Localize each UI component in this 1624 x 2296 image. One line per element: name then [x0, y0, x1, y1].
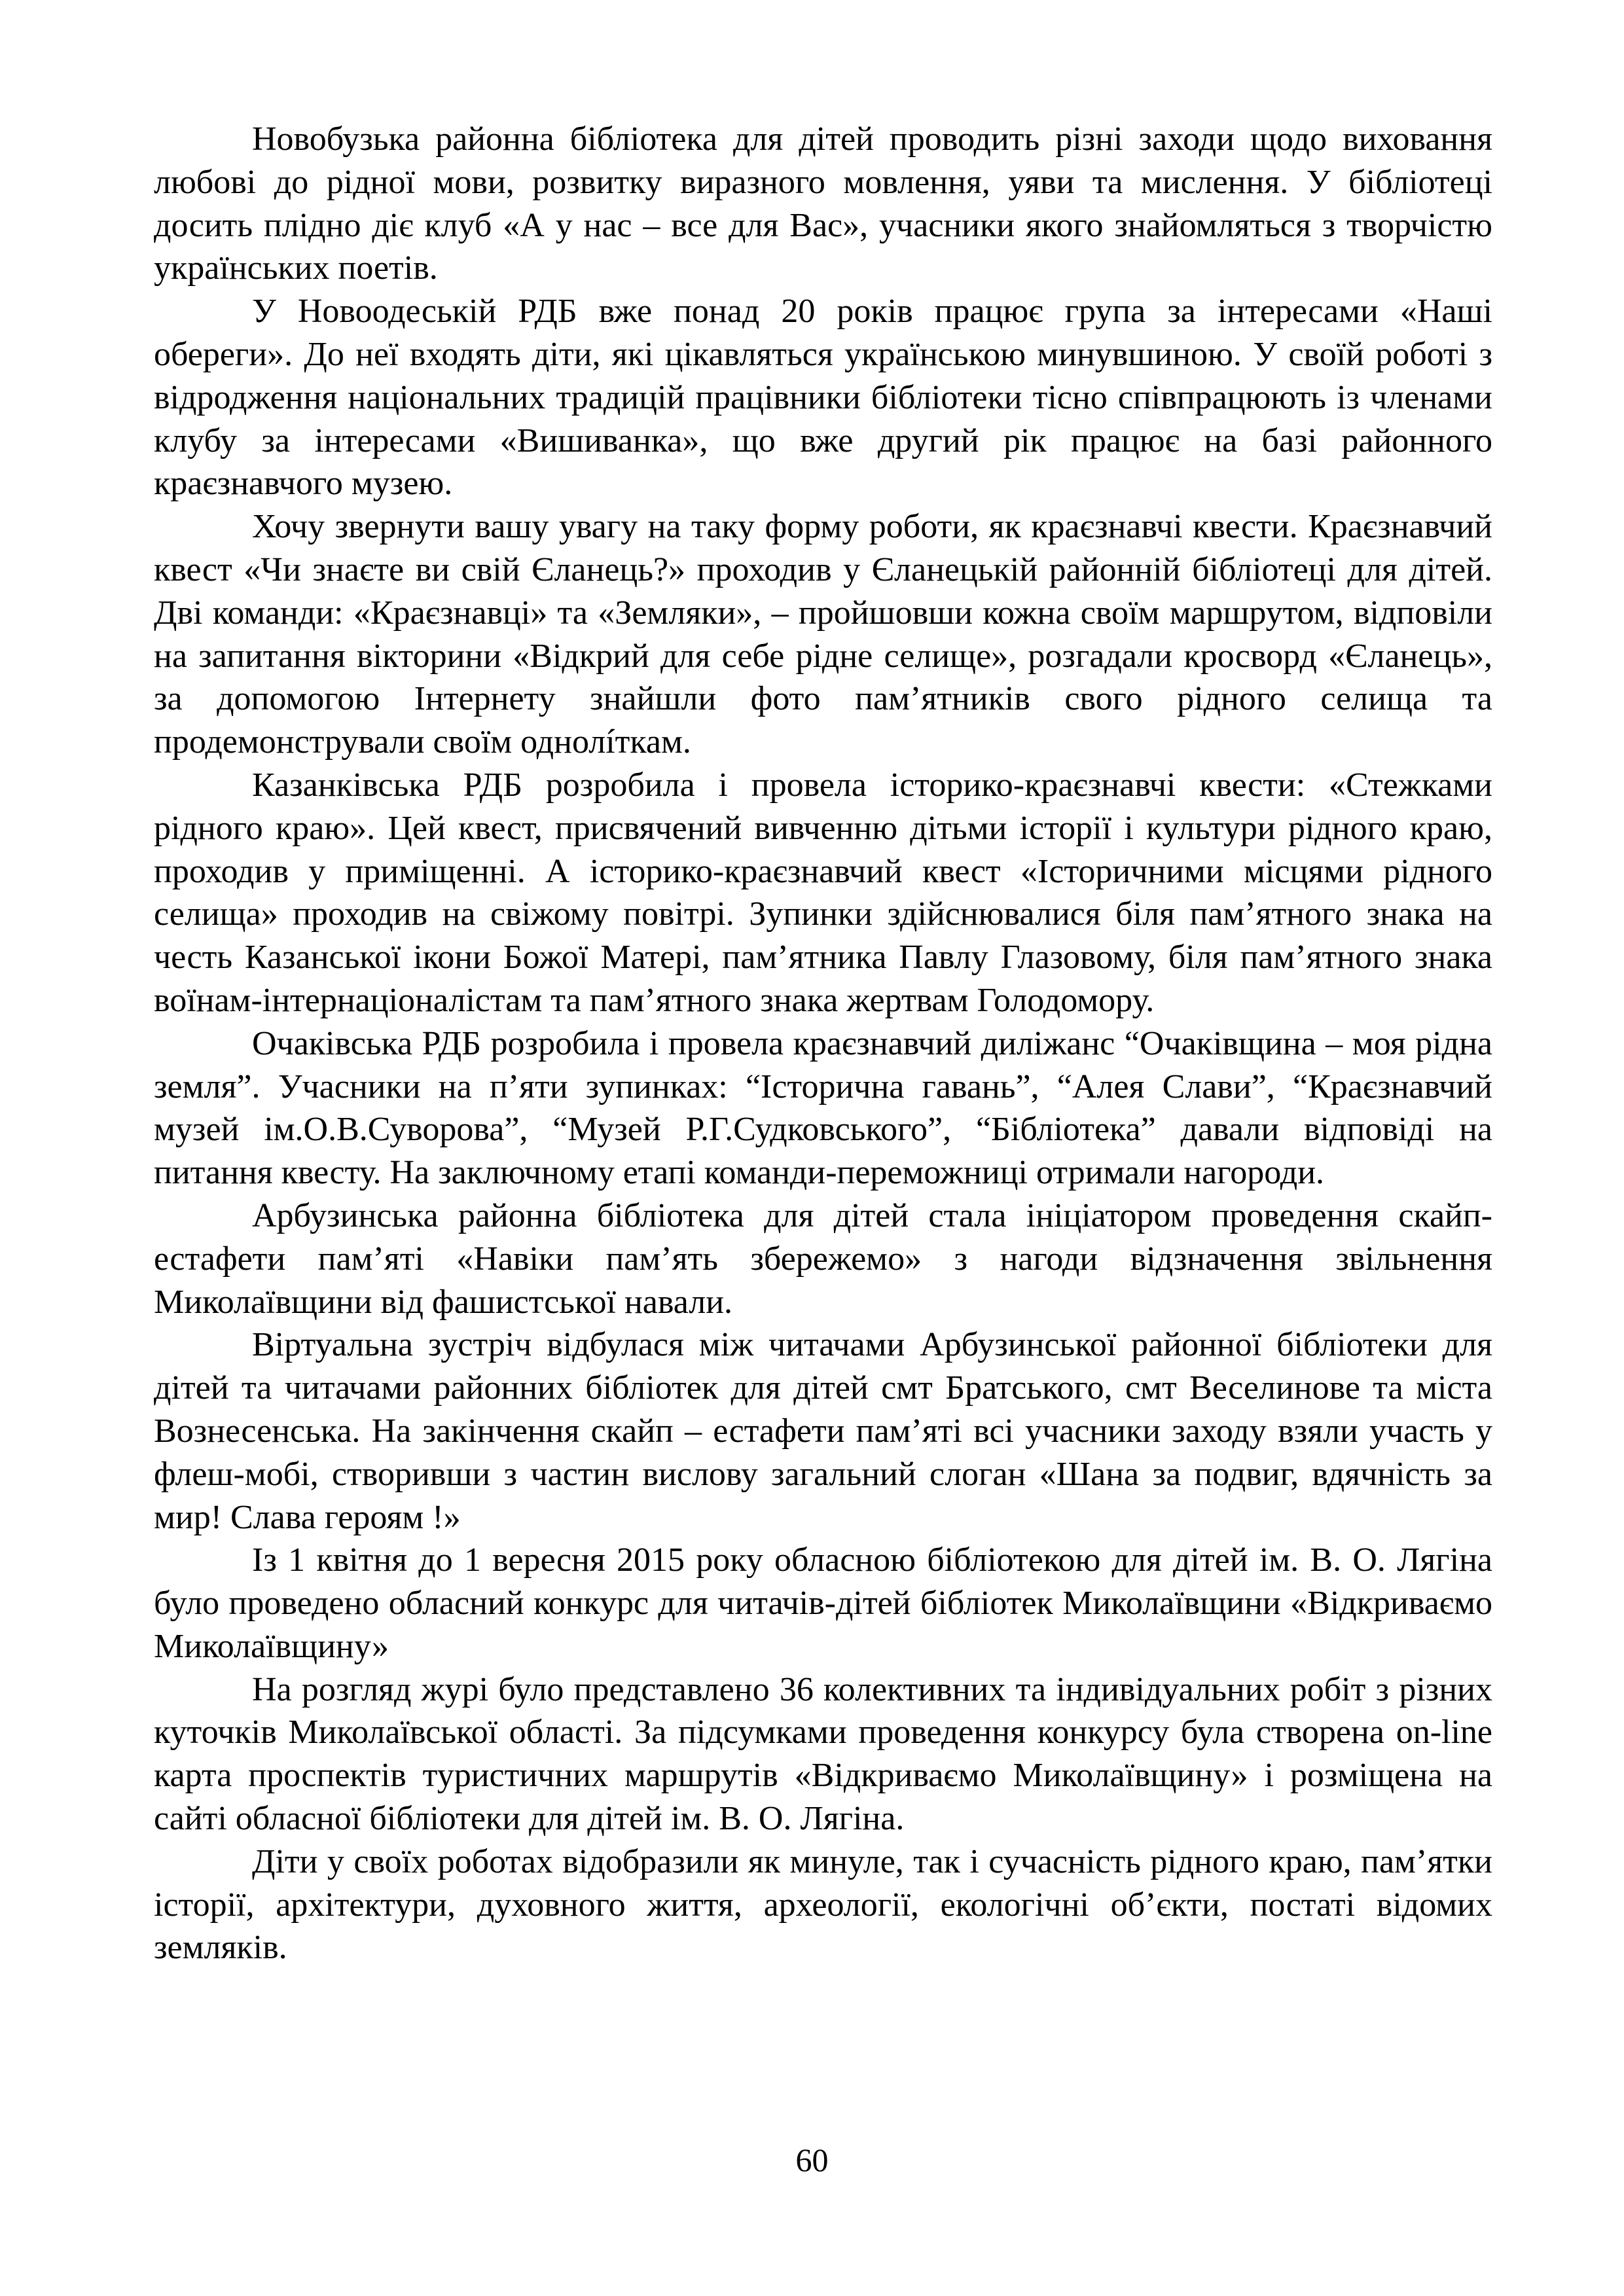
paragraph-regional-contest: Із 1 квітня до 1 вересня 2015 року обласною бібліотекою для дітей ім. В. О. Лягіна було проведено обласний конкурс для читачів-дітей бібліотек Миколаївщини «Відкриваємо Миколаївщину»: [154, 1541, 1492, 1665]
paragraph-local-lore-quests: Хочу звернути вашу увагу на таку форму роботи, як краєзнавчі квести. Краєзнавчий квест «Чи знаєте ви свій Єланець?» проходив у Єланецькій районній бібліотеці для дітей. Дві команди: «Краєзнавці» та «Земляки», – пройшовши кожна своїм маршрутом, відповіли на запитання вікторини «Відкрий для себе рідне селище», розгадали кросворд «Єланець», за допомогою Інтернету знайшли фото пам’ятників свого рідного селища та продемонстрували своїм однолíткам.: [154, 508, 1492, 761]
paragraph-kazankivska-rdb: Казанківська РДБ розробила і провела історико-краєзнавчі квести: «Стежками рідного краю». Цей квест, присвячений вивченню дітьми історії і культури рідного краю, проходив у приміщенні. А історико-краєзнавчий квест «Історичними місцями рідного селища» проходив на свіжому повітрі. Зупинки здійснювалися біля пам’ятного знака на честь Казанської ікони Божої Матері, пам’ятника Павлу Глазовому, біля пам’ятного знака воїнам-інтернаціоналістам та пам’ятного знака жертвам Голодомору.: [154, 766, 1492, 1019]
paragraph-novoodeska-rdb: У Новоодеській РДБ вже понад 20 років працює група за інтересами «Наші обереги». До неї входять діти, які цікавляться українською минувшиною. У своїй роботі з відродження національних традицій працівники бібліотеки тісно співпрацюють із членами клубу за інтересами «Вишиванка», що вже другий рік працює на базі районного краєзнавчого музею.: [154, 293, 1492, 503]
page-number: 60: [795, 2142, 829, 2178]
paragraph-novobuzka-library: Новобузька районна бібліотека для дітей проводить різні заходи щодо виховання любові до рідної мови, розвитку виразного мовлення, уяви та мислення. У бібліотеці досить плідно діє клуб «А у нас – все для Вас», учасники якого знайомляться з творчістю українських поетів.: [154, 120, 1492, 287]
paragraph-jury-review: На розгляд журі було представлено 36 колективних та індивідуальних робіт з різних куточків Миколаївської області. За підсумками проведення конкурсу була створена on-line карта проспектів туристичних маршрутів «Відкриваємо Миколаївщину» і розміщена на сайті обласної бібліотеки для дітей ім. В. О. Лягіна.: [154, 1670, 1492, 1838]
paragraph-children-works: Діти у своїх роботах відобразили як минуле, так і сучасність рідного краю, пам’ятки історії, архітектури, духовного життя, археології, екологічні об’єкти, постаті відомих земляків.: [154, 1842, 1492, 1967]
paragraph-arbuzynska-library: Арбузинська районна бібліотека для дітей стала ініціатором проведення скайп-естафети пам’яті «Навіки пам’ять збережемо» з нагоди відзначення звільнення Миколаївщини від фашистської навали.: [154, 1196, 1492, 1321]
paragraph-ochakivska-rdb: Очаківська РДБ розробила і провела краєзнавчий диліжанс “Очаківщина – моя рідна земля”. Учасники на п’яти зупинках: “Історична гавань”, “Алея Слави”, “Краєзнавчий музей ім.О.В.Суворова”, “Музей Р.Г.Судковського”, “Бібліотека” давали відповіді на питання квесту. На заключному етапі команди-переможниці отримали нагороди.: [154, 1024, 1492, 1192]
body-text: [154, 118, 1492, 1969]
paragraph-virtual-meeting: Віртуальна зустріч відбулася між читачами Арбузинської районної бібліотеки для дітей та читачами районних бібліотек для дітей смт Братського, смт Веселинове та міста Вознесенська. На закінчення скайп – естафети пам’яті всі учасники заходу взяли участь у флеш-мобі, створивши з частин вислову загальний слоган «Шана за подвиг, вдячність за мир! Слава героям !»: [154, 1326, 1492, 1536]
